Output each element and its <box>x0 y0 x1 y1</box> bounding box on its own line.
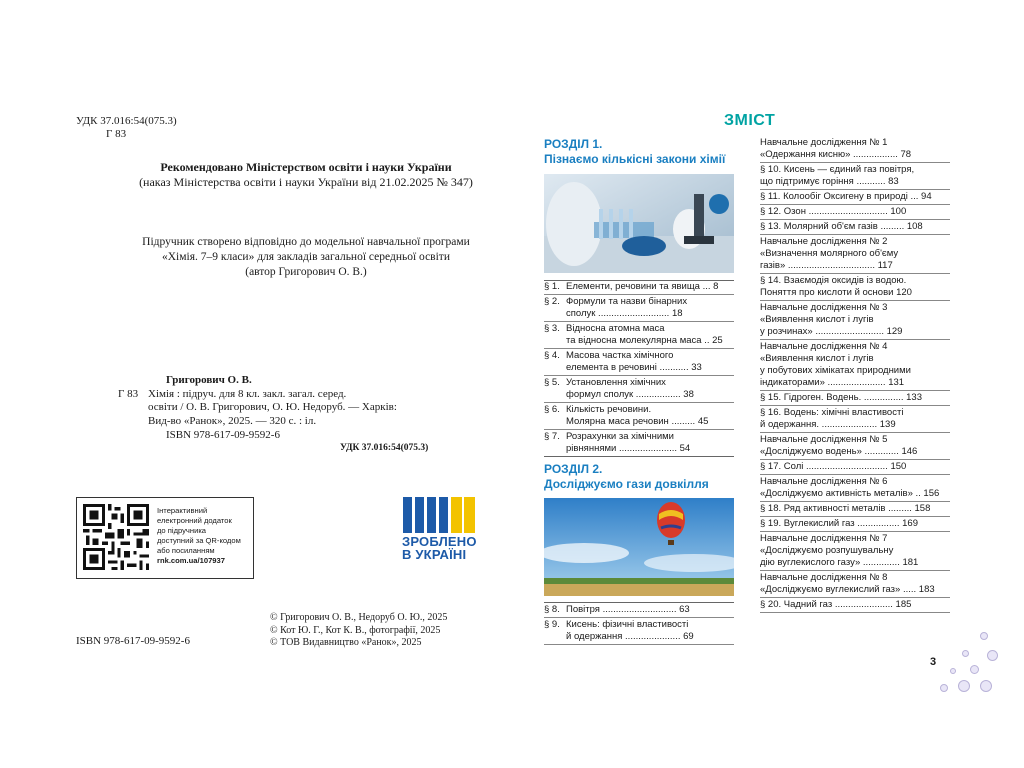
lab-photo-icon <box>544 174 734 273</box>
divider <box>760 234 950 235</box>
toc-entry-line[interactable]: рівняннями ...................... 54 <box>566 443 691 454</box>
toc-entry-line[interactable]: § 2. Формули та назви бінарних <box>544 296 688 307</box>
recommendation <box>76 160 536 190</box>
divider <box>760 300 950 301</box>
toc-entry-line[interactable]: формул сполук ................. 38 <box>566 389 694 400</box>
toc-entry-line[interactable]: Навчальне дослідження № 1 <box>760 137 888 148</box>
toc-entry-line[interactable]: § 8. Повітря ............................ 63 <box>544 604 690 615</box>
divider <box>760 459 950 460</box>
program-line: «Хімія. 7–9 класи» для закладів загальної середньої освіти <box>162 251 450 263</box>
toc-entry-line[interactable]: § 9. Кисень: фізичні властивості <box>544 619 689 630</box>
toc-entry-line[interactable]: Навчальне дослідження № 2 <box>760 236 888 247</box>
page-number: 3 <box>930 656 937 668</box>
toc-entry-line[interactable]: § 12. Озон .............................. 100 <box>760 206 907 217</box>
toc-entry-line[interactable]: § 1. Елементи, речовини та явища ... 8 <box>544 281 719 292</box>
toc-entry-line[interactable]: § 10. Кисень — єдиний газ повітря, <box>760 164 915 175</box>
qr-link[interactable]: rnk.com.ua/107937 <box>157 556 225 565</box>
divider <box>760 531 950 532</box>
biblio-line: освіти / О. В. Григорович, О. Ю. Недоруб. — Харків: <box>148 401 397 413</box>
section2-heading: РОЗДІЛ 2. Досліджуємо гази довкілля <box>544 462 709 491</box>
divider <box>760 219 950 220</box>
divider <box>544 294 734 295</box>
divider <box>760 501 950 502</box>
toc-entry-line[interactable]: й одержання. ..................... 139 <box>760 419 896 430</box>
recommended-line: Рекомендовано Міністерством освіти і науки України <box>160 160 452 174</box>
toc-entry-line[interactable]: § 20. Чадний газ ...................... 185 <box>760 599 912 610</box>
toc-entry-line[interactable]: Навчальне дослідження № 4 <box>760 341 888 352</box>
toc-entry-line[interactable]: «Визначення молярного об'єму <box>760 248 899 259</box>
author: Григорович О. В. <box>166 374 252 386</box>
ukraine-flag-bars-icon <box>403 497 475 533</box>
toc-entry-line[interactable]: у розчинах» .......................... 129 <box>760 326 903 337</box>
toc-entry-line[interactable]: «Досліджуємо розпушувальну <box>760 545 894 556</box>
order-line: (наказ Міністерства освіти і науки України від 21.02.2025 № 347) <box>139 175 473 189</box>
divider <box>760 432 950 433</box>
toc-entry-line[interactable]: § 11. Колообіг Оксигену в природі ... 94 <box>760 191 932 202</box>
program-line: Підручник створено відповідно до модельної навчальної програми <box>142 236 470 248</box>
toc-entry-line[interactable]: § 7. Розрахунки за хімічними <box>544 431 674 442</box>
divider <box>760 204 950 205</box>
toc-entry-line[interactable]: § 14. Взаємодія оксидів із водою. <box>760 275 907 286</box>
divider <box>544 429 734 430</box>
toc-entry-line[interactable]: § 4. Масова частка хімічного <box>544 350 674 361</box>
qr-caption: Інтерактивний електронний додаток до підручника доступний за QR-кодом або посиланням rnk.com.ua/107937 <box>157 506 251 566</box>
divider <box>760 162 950 163</box>
udk-header <box>76 115 177 141</box>
contents-title: ЗМІСТ <box>724 112 776 129</box>
toc-entry-line[interactable]: Навчальне дослідження № 8 <box>760 572 888 583</box>
toc-entry-line[interactable]: «Одержання кисню» ................. 78 <box>760 149 912 160</box>
toc-entry-line[interactable]: «Виявлення кислот і лугів <box>760 353 874 364</box>
qr-code-icon[interactable] <box>83 504 149 570</box>
toc-entry-line[interactable]: що підтримує горіння ........... 83 <box>760 176 899 187</box>
isbn-bottom: ISBN 978-617-09-9592-6 <box>76 635 190 647</box>
section1-heading: РОЗДІЛ 1. Пізнаємо кількісні закони хімії <box>544 137 726 166</box>
toc-entry-line[interactable]: елемента в речовині ........... 33 <box>566 362 702 373</box>
toc-entry-line[interactable]: сполук ........................... 18 <box>566 308 683 319</box>
toc-entry-line[interactable]: Навчальне дослідження № 6 <box>760 476 888 487</box>
divider <box>544 348 734 349</box>
program-note <box>76 235 536 280</box>
toc-entry-line[interactable]: § 16. Водень: хімічні властивості <box>760 407 904 418</box>
biblio-line: Вид-во «Ранок», 2025. — 320 с. : іл. <box>148 414 317 427</box>
g-index-top: Г 83 <box>106 128 127 140</box>
divider <box>760 405 950 406</box>
toc-entry-line[interactable]: Молярна маса речовин ......... 45 <box>566 416 709 427</box>
toc-entry-line[interactable]: § 6. Кількість речовини. <box>544 404 652 415</box>
divider <box>544 617 734 618</box>
copyrights: © Григорович О. В., Недоруб О. Ю., 2025 © Кот Ю. Г., Кот К. В., фотографії, 2025 © ТОВ Видавництво «Ранок», 2025 <box>270 612 448 648</box>
divider <box>760 516 950 517</box>
udk-bottom: УДК 37.016:54(075.3) <box>340 443 429 453</box>
toc-entry-line[interactable]: § 13. Молярний об'єм газів ......... 108 <box>760 221 923 232</box>
toc-entry-line[interactable]: дію вуглекислого газу» .............. 181 <box>760 557 919 568</box>
divider <box>760 570 950 571</box>
toc-entry-line[interactable]: § 3. Відносна атомна маса <box>544 323 665 334</box>
toc-entry-line[interactable]: та відносна молекулярна маса .. 25 <box>566 335 723 346</box>
made-in-ukraine: ЗРОБЛЕНО В УКРАЇНІ <box>402 534 477 562</box>
toc-entry-line[interactable]: газів» ................................. 117 <box>760 260 893 271</box>
toc-entry-line[interactable]: «Досліджуємо водень» ............. 146 <box>760 446 918 457</box>
toc-entry-line[interactable]: й одержання ..................... 69 <box>566 631 694 642</box>
toc-entry-line[interactable]: індикаторами» ...................... 131 <box>760 377 905 388</box>
toc-entry-line[interactable]: у побутових хімікатах природними <box>760 365 911 376</box>
divider <box>544 375 734 376</box>
program-line: (автор Григорович О. В.) <box>245 266 367 278</box>
toc-entry-line[interactable]: Навчальне дослідження № 5 <box>760 434 888 445</box>
divider <box>544 402 734 403</box>
hot-air-balloon-photo-icon <box>544 498 734 596</box>
biblio-line: Хімія : підруч. для 8 кл. закл. загал. серед. <box>148 387 347 400</box>
toc-entry-line[interactable]: «Досліджуємо вуглекислий газ» ..... 183 <box>760 584 935 595</box>
toc-entry-line[interactable]: § 5. Установлення хімічних <box>544 377 666 388</box>
udk-code: УДК 37.016:54(075.3) <box>76 115 177 127</box>
toc-entry-line[interactable]: Навчальне дослідження № 3 <box>760 302 888 313</box>
divider <box>760 273 950 274</box>
divider <box>760 339 950 340</box>
toc-entry-line[interactable]: Поняття про кислоти й основи 120 <box>760 287 912 298</box>
toc-entry-line[interactable]: § 18. Ряд активності металів ......... 158 <box>760 503 931 514</box>
divider <box>544 602 734 603</box>
toc-entry-line[interactable]: § 17. Солі ............................... 150 <box>760 461 907 472</box>
divider <box>760 612 950 613</box>
divider <box>760 597 950 598</box>
toc-entry-line[interactable]: § 19. Вуглекислий газ ................ 169 <box>760 518 918 529</box>
divider <box>760 474 950 475</box>
divider <box>760 189 950 190</box>
toc-entry-line[interactable]: «Досліджуємо активність металів» .. 156 <box>760 488 940 499</box>
toc-entry-line[interactable]: § 15. Гідроген. Водень. ............... 133 <box>760 392 922 403</box>
divider <box>760 390 950 391</box>
toc-entry-line[interactable]: «Виявлення кислот і лугів <box>760 314 874 325</box>
divider <box>544 456 734 457</box>
divider <box>544 644 734 645</box>
bibliographic-record <box>118 374 458 443</box>
qr-info-box[interactable] <box>76 497 254 579</box>
g-index: Г 83 <box>118 388 139 400</box>
toc-entry-line[interactable]: Навчальне дослідження № 7 <box>760 533 888 544</box>
divider <box>544 321 734 322</box>
isbn-inline: ISBN 978-617-09-9592-6 <box>166 429 280 441</box>
